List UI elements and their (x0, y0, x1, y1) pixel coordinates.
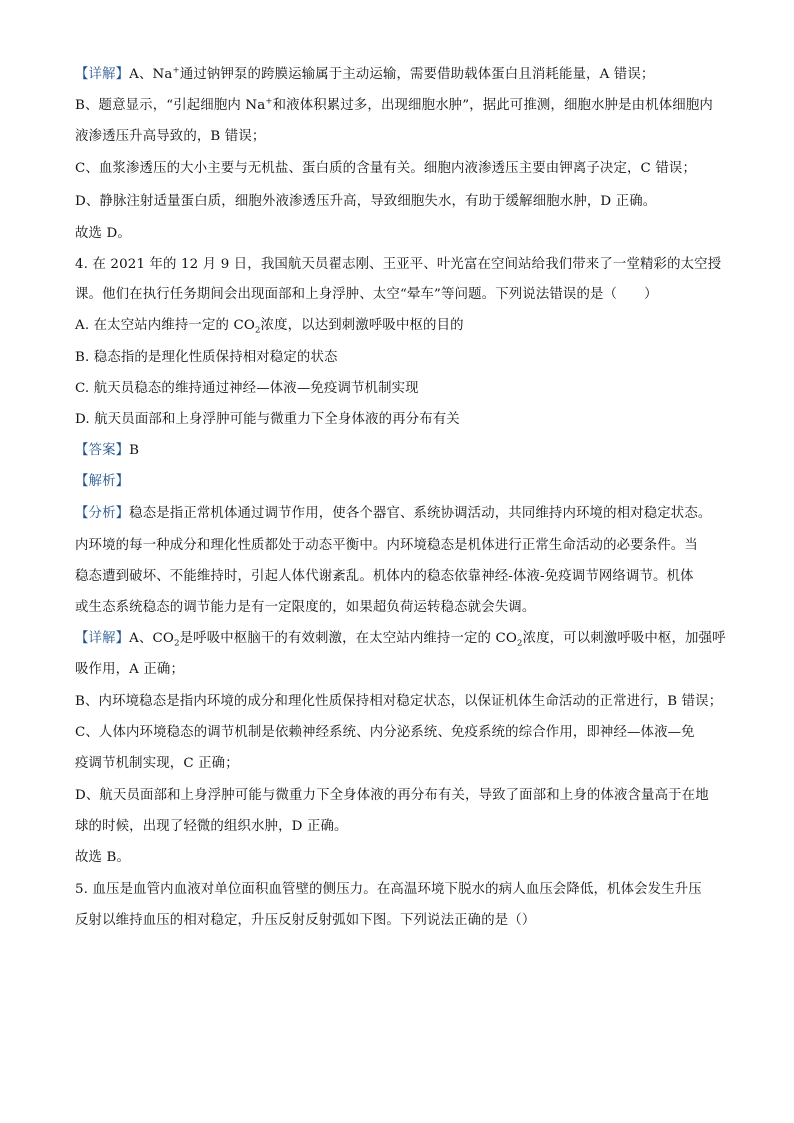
q3-detail-line-5: D、静脉注射适量蛋白质，细胞外液渗透压升高，导致细胞失水，有助于缓解细胞水肿，D 正确。 (75, 194, 657, 209)
q4-option-a (75, 317, 725, 335)
q3-conclusion: 故选 D。 (75, 226, 131, 241)
text-segment: B、题意显示，“引起细胞内 Na (75, 98, 266, 113)
fenxi-tag: 【分析】 (75, 506, 130, 521)
q4-detail-line-a2: 吸作用，A 正确； (75, 662, 185, 677)
answer-value: B (129, 443, 140, 458)
q4-fenxi-line-1 (75, 505, 725, 523)
q3-detail-line-3: 液渗透压升高导致的，B 错误； (75, 129, 266, 144)
q3-detail-line-2 (75, 97, 725, 115)
q4-detail-line-a1 (75, 630, 725, 648)
text-segment: 和液体积累过多，出现细胞水肿”，据此可推测，细胞水肿是由机体细胞内 (272, 98, 713, 113)
q4-fenxi-line-3: 稳态遭到破坏、不能维持时，引起人体代谢紊乱。机体内的稳态依靠神经-体液-免疫调节网络调节。机体 (75, 569, 694, 584)
q4-fenxi-line-4: 或生态系统稳态的调节能力是有一定限度的，如果超负荷运转稳态就会失调。 (75, 600, 536, 615)
q5-stem-line-1: 5. 血压是血管内血液对单位面积血管壁的侧压力。在高温环境下脱水的病人血压会降低，机体会发生升压 (75, 882, 702, 897)
text-segment: 浓度，以达到刺激呼吸中枢的目的 (260, 318, 464, 333)
subscript: 2 (174, 638, 180, 649)
q4-detail-line-d2: 球的时候，出现了轻微的组织水肿，D 正确。 (75, 819, 348, 834)
q4-analysis-heading (75, 473, 725, 491)
text-segment: A、Na (129, 67, 173, 82)
analysis-tag: 【解析】 (75, 474, 130, 489)
text-segment: 浓度，可以刺激呼吸中枢，加强呼 (522, 631, 726, 646)
text-segment: 通过钠钾泵的跨膜运输属于主动运输，需要借助载体蛋白且消耗能量，A 错误； (179, 67, 655, 82)
text-segment: 是呼吸中枢脑干的有效刺激，在太空站内维持一定的 CO (179, 631, 517, 646)
q4-stem-line-1: 4. 在 2021 年的 12 月 9 日，我国航天员翟志刚、王亚平、叶光富在空间站给我们带来了一堂精彩的太空授 (75, 257, 722, 272)
answer-tag: 【答案】 (75, 443, 130, 458)
q3-detail-line-1 (75, 66, 725, 84)
q4-option-c: C. 航天员稳态的维持通过神经—体液—免疫调节机制实现 (75, 381, 419, 396)
q5-stem-line-2: 反射以维持血压的相对稳定，升压反射反射弧如下图。下列说法正确的是（） (75, 913, 536, 928)
detail-tag: 【详解】 (75, 67, 130, 82)
q4-option-d: D. 航天员面部和上身浮肿可能与微重力下全身体液的再分布有关 (75, 412, 460, 427)
q4-detail-line-c1: C、人体内环境稳态的调节机制是依赖神经系统、内分泌系统、免疫系统的综合作用，即神经—体液—免 (75, 725, 695, 740)
q3-detail-line-4: C、血浆渗透压的大小主要与无机盐、蛋白质的含量有关。细胞内液渗透压主要由钾离子决定，C 错误； (75, 161, 696, 176)
q4-detail-line-c2: 疫调节机制实现，C 正确； (75, 756, 239, 771)
text-segment: 稳态是指正常机体通过调节作用，使各个器官、系统协调活动，共同维持内环境的相对稳定状态。 (129, 506, 712, 521)
q4-detail-line-b: B、内环境稳态是指内环境的成分和理化性质保持相对稳定状态，以保证机体生命活动的正常进行，B 错误； (75, 694, 723, 709)
q4-answer (75, 442, 725, 460)
q4-detail-line-d1: D、航天员面部和上身浮肿可能与微重力下全身体液的再分布有关，导致了面部和上身的体液含量高于在地 (75, 788, 709, 803)
q4-conclusion: 故选 B。 (75, 850, 131, 865)
detail-tag: 【详解】 (75, 631, 130, 646)
superscript: + (172, 65, 180, 76)
q4-stem-line-2: 课。他们在执行任务期间会出现面部和上身浮肿、太空“晕车”等问题。下列说法错误的是（ ） (75, 287, 658, 302)
text-segment: A、CO (129, 631, 175, 646)
subscript: 2 (254, 325, 261, 336)
q4-fenxi-line-2: 内环境的每一种成分和理化性质都处于动态平衡中。内环境稳态是机体进行正常生命活动的必要条件。当 (75, 538, 698, 553)
superscript: + (265, 96, 273, 107)
subscript: 2 (517, 638, 523, 649)
text-segment: A. 在太空站内维持一定的 CO (75, 318, 255, 333)
q4-option-b: B. 稳态指的是理化性质保持相对稳定的状态 (75, 350, 338, 365)
